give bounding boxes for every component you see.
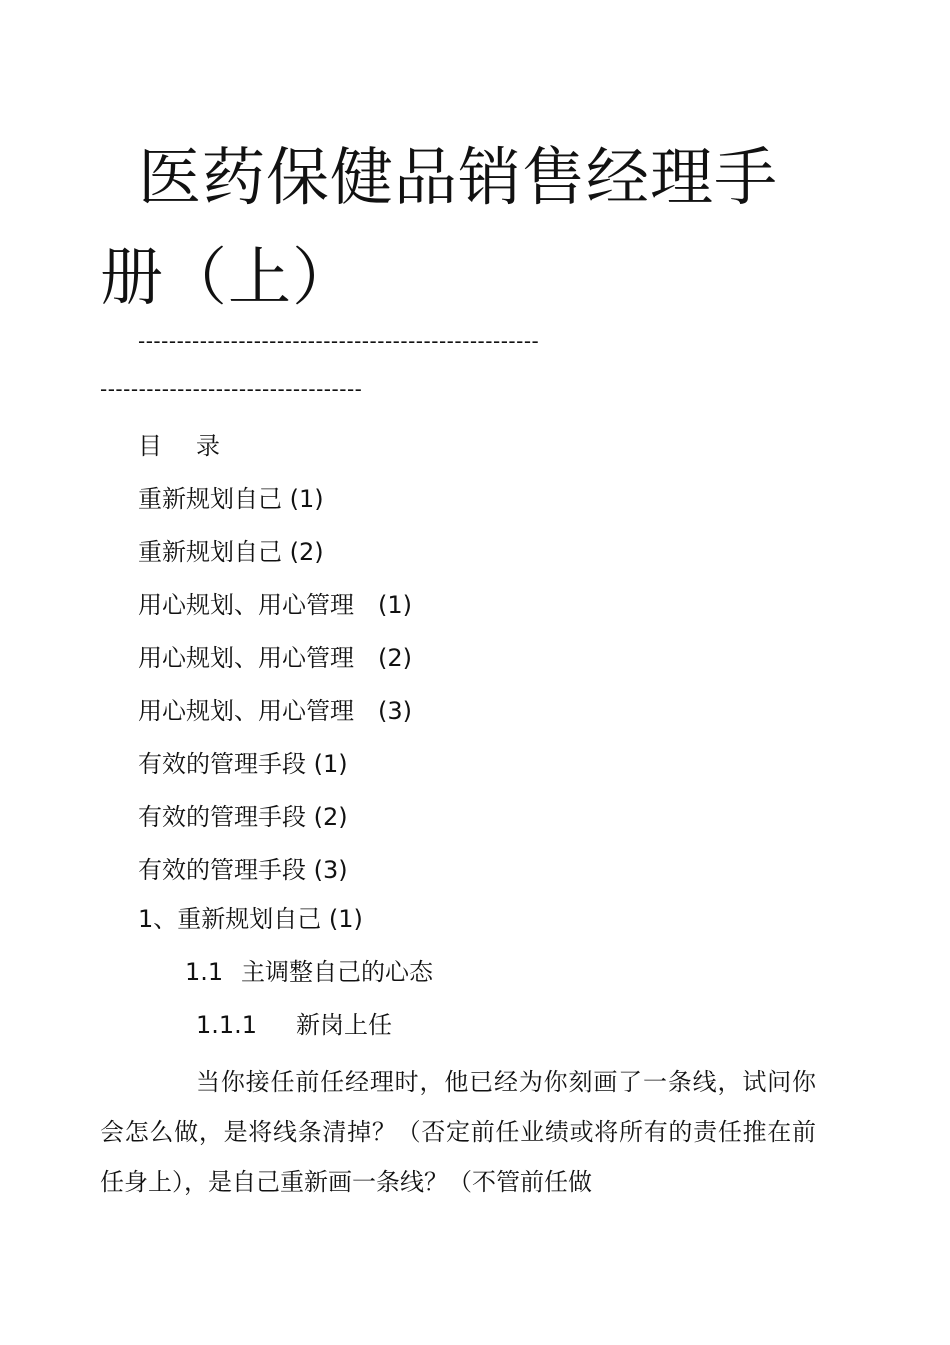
toc-heading [138, 420, 412, 473]
toc-item: 用心规划、用心管理 (1) [138, 591, 412, 619]
section-number: 1.1.1 [196, 1011, 258, 1039]
table-of-contents [138, 420, 412, 897]
toc-item: 重新规划自己 (1) [138, 485, 324, 513]
section-heading-1-1-1 [196, 1003, 392, 1047]
toc-item: 有效的管理手段 (2) [138, 803, 348, 831]
toc-item: 有效的管理手段 (3) [138, 856, 348, 884]
section-heading-1-1 [185, 950, 433, 994]
toc-item: 用心规划、用心管理 (3) [138, 697, 412, 725]
toc-heading-char-2: 录 [196, 432, 220, 460]
toc-item: 有效的管理手段 (1) [138, 750, 348, 778]
dashed-separator-line-2: ---------------------------------- [100, 377, 363, 401]
section-number: 1.1 [185, 958, 224, 986]
toc-item: 重新规划自己 (2) [138, 538, 324, 566]
toc-heading-char-1: 目 [138, 432, 162, 460]
section-title: 主调整自己的心态 [241, 958, 433, 986]
dashed-separator-line-1: ---------------------------------------------------- [138, 329, 540, 353]
section-title: 新岗上任 [296, 1011, 392, 1039]
document-title: 医药保健品销售经理手册（上） [100, 141, 778, 314]
body-paragraph: 当你接任前任经理时，他已经为你刻画了一条线，试问你会怎么做，是将线条清掉？（否定前任业绩或将所有的责任推在前任身上），是自己重新画一条线？（不管前任做 [100, 1068, 816, 1196]
section-heading-1: 1、重新规划自己 (1) [138, 905, 363, 933]
toc-item: 用心规划、用心管理 (2) [138, 644, 412, 672]
